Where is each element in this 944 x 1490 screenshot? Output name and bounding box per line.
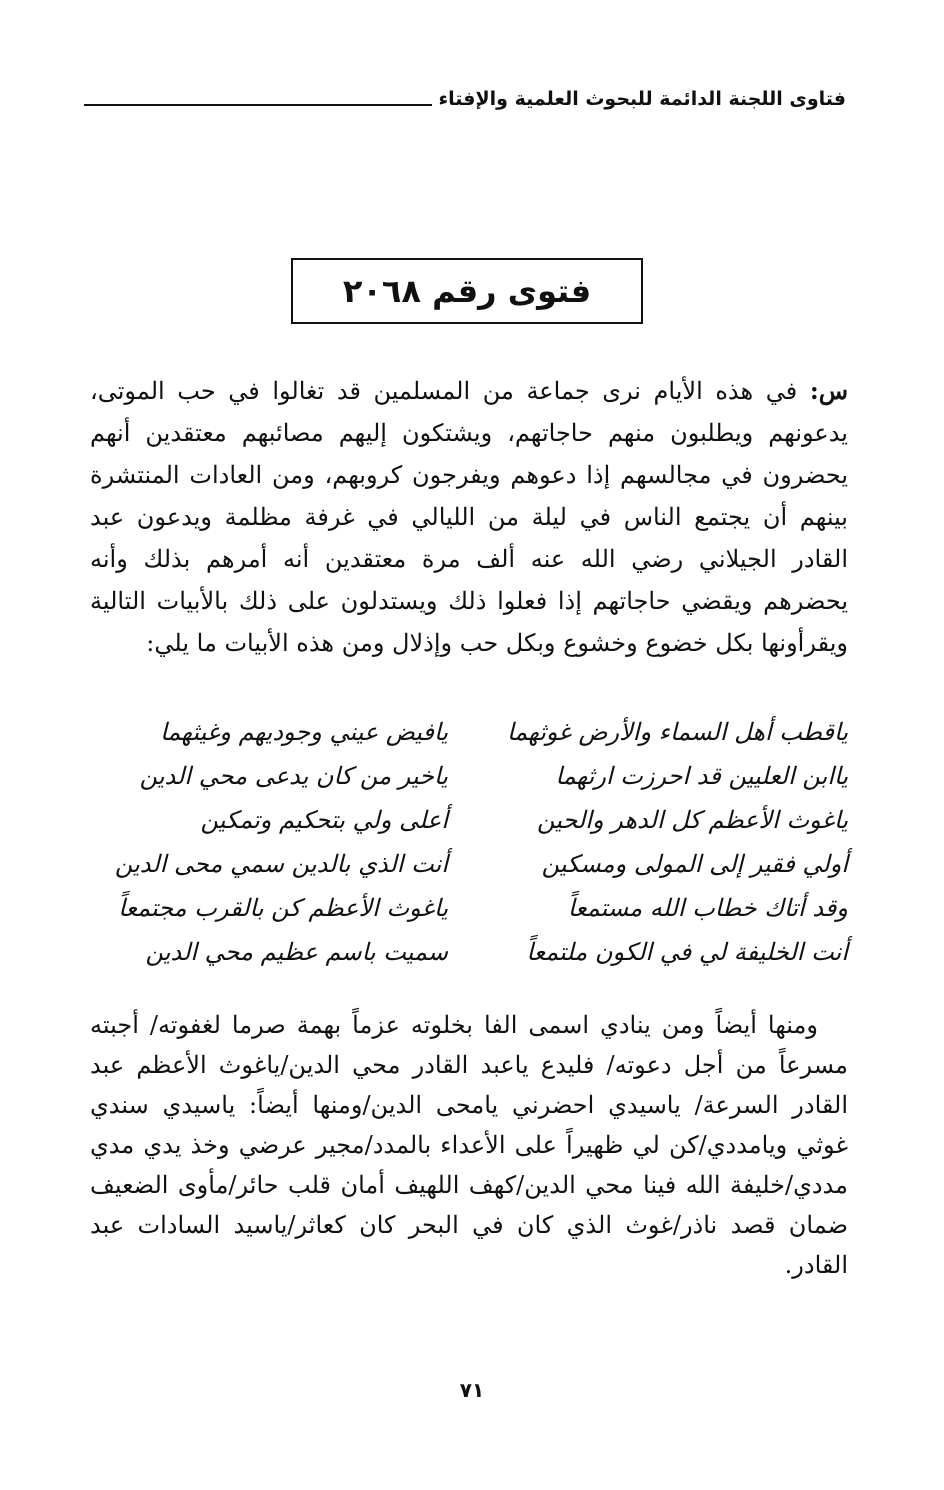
question-body: في هذه الأيام نرى جماعة من المسلمين قد تغالوا في حب الموتى، يدعونهم ويطلبون منهم حاجاتهم، ويشتكون إليهم مصائبهم معتقدين أنهم يحضرون في مجالسهم إذا دعوهم ويفرجون كروبهم، ومن العادات المنتشرة بينهم أن يجتمع الناس في ليلة من الليالي في غرفة مظلمة ويدعون عبد القادر الجيلاني رضي الله عنه ألف مرة معتقدين أنه أمرهم بذلك وأنه يحضرهم ويقضي حاجاتهم إذا فعلوا ذلك ويستدلون على ذلك بالأبيات التالية ويقرأونها بكل خضوع وخشوع وبكل حب وإذلال ومن هذه الأبيات ما يلي:	[90, 377, 848, 657]
verse-right-hemistich: ياابن العليين قد احرزت ارثهما	[555, 762, 848, 790]
verse-left-hemistich: أعلى ولي بتحكيم وتمكين	[200, 806, 448, 834]
verse-right-hemistich: وقد أتاك خطاب الله مستمعاً	[567, 894, 848, 922]
verse-left-hemistich: أنت الذي بالدين سمي محى الدين	[114, 850, 448, 878]
running-header-title: فتاوى اللجنة الدائمة للبحوث العلمية والإفتاء	[438, 88, 846, 110]
running-header	[84, 88, 846, 110]
fatwa-title-box	[291, 258, 643, 324]
verse-right-hemistich: أنت الخليفة لي في الكون ملتمعاً	[526, 938, 848, 966]
verse-left-hemistich: يافيض عيني وجوديهم وغيثهما	[160, 718, 448, 746]
question-label: س:	[809, 376, 848, 405]
header-rule	[84, 104, 432, 106]
page-number: ٧١	[459, 1378, 485, 1402]
verse-left-hemistich: ياغوث الأعظم كن بالقرب مجتمعاً	[118, 894, 448, 922]
verse-left-hemistich: سميت باسم عظيم محي الدين	[145, 938, 448, 966]
question-text-block	[90, 370, 848, 664]
fatwa-title: فتوى رقم ٢٠٦٨	[342, 272, 592, 310]
verse-right-hemistich: ياقطب أهل السماء والأرض غوثهما	[506, 718, 848, 746]
verse-left-hemistich: ياخير من كان يدعى محي الدين	[139, 762, 448, 790]
verse-right-hemistich: أولي فقير إلى المولى ومسكين	[541, 850, 848, 878]
poem-verses	[92, 710, 848, 974]
verse-right-hemistich: ياغوث الأعظم كل الدهر والحين	[536, 806, 848, 834]
body-paragraph: ومنها أيضاً ومن ينادي اسمى الفا بخلوته عزماً بهمة صرما لغفوته/ أجبته مسرعاً من أجل دعوته/ فليدع ياعبد القادر محي الدين/ياغوث الأعظم عبد القادر السرعة/ ياسيدي احضرني يامحى الدين/ومنها أيضاً: ياسيدي سندي غوثي ويامددي/كن لي ظهيراً على الأعداء بالمدد/مجير عرضي وخذ يدي مدي مددي/خليفة الله فينا محي الدين/كهف اللهيف أمان قلب حائر/مأوى الضعيف ضمان قصد ناذر/غوث الذي كان في البحر كان كعاثر/ياسيد السادات عبد القادر.	[90, 1011, 848, 1279]
